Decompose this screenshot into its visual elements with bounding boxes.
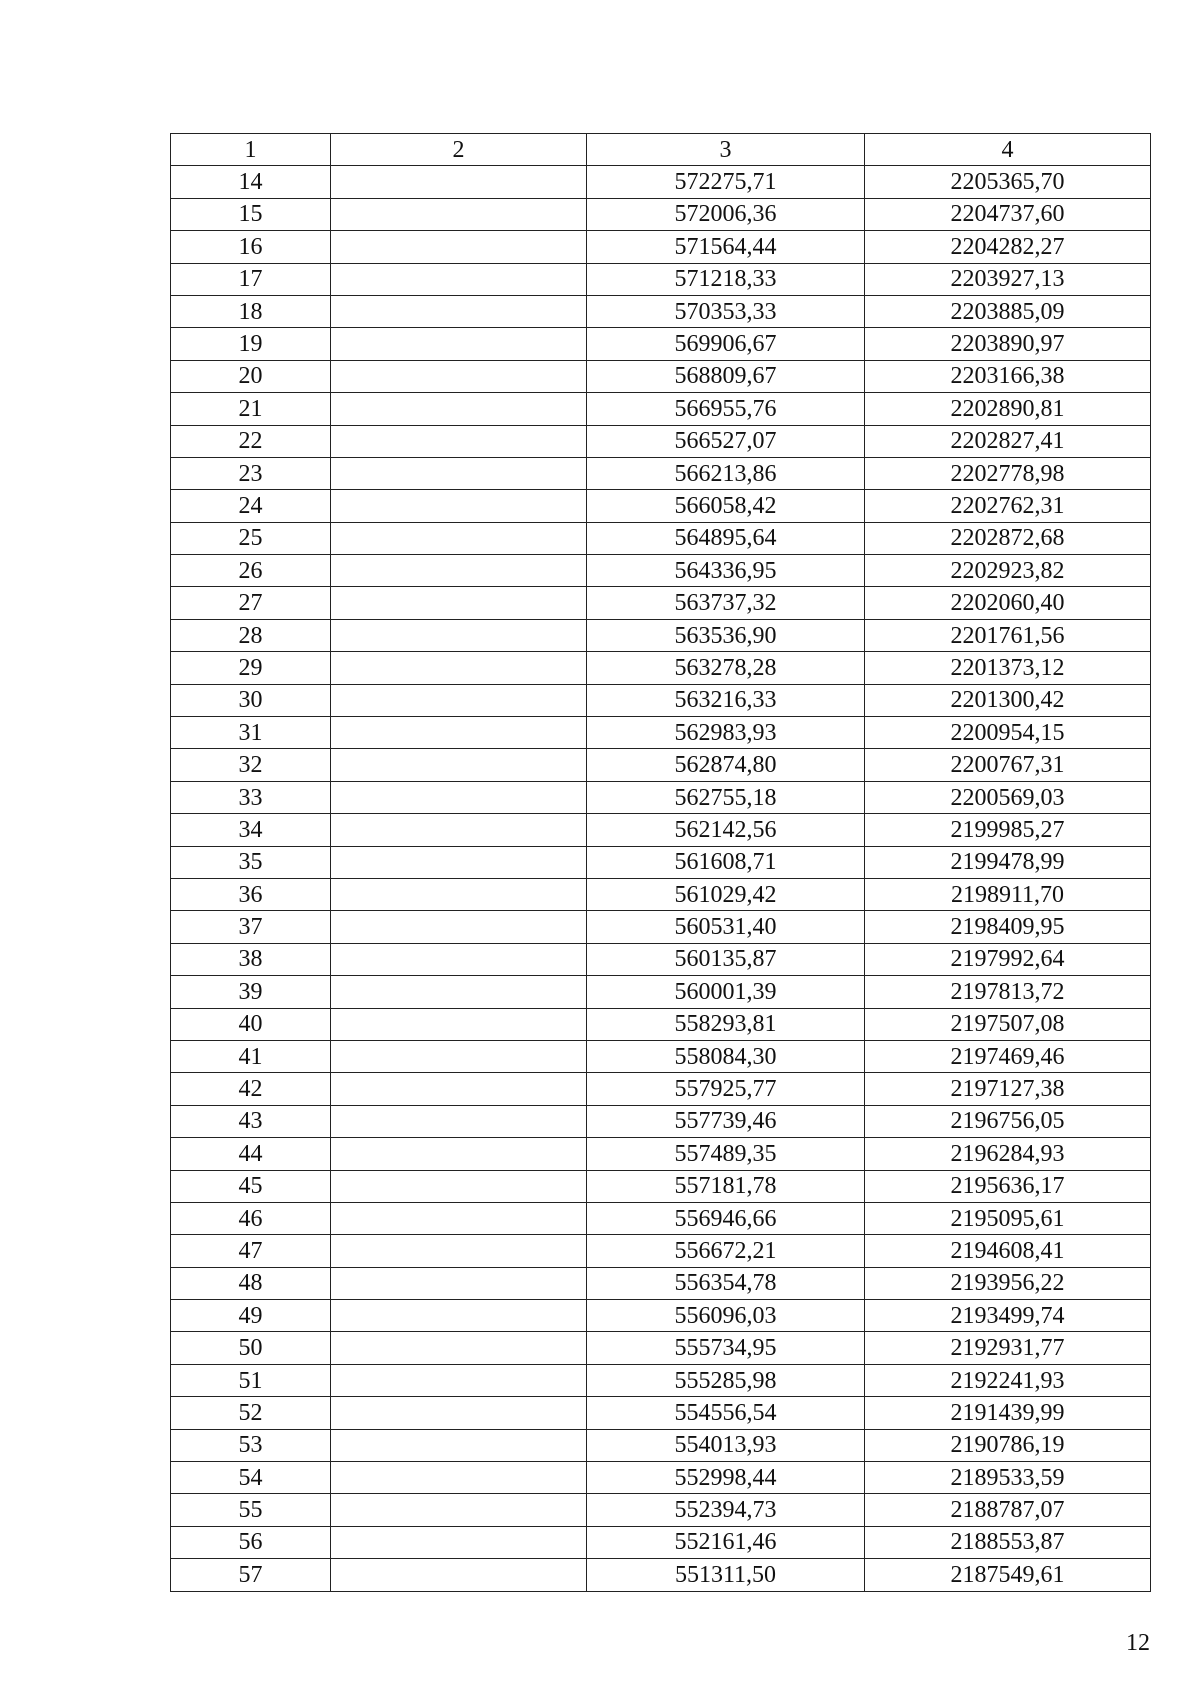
- x-coordinate-cell: 566955,76: [587, 393, 865, 425]
- row-number-cell: 40: [171, 1008, 331, 1040]
- x-coordinate-cell: 563216,33: [587, 684, 865, 716]
- table-row: [171, 846, 1151, 878]
- row-number-cell: 16: [171, 231, 331, 263]
- table-row: [171, 814, 1151, 846]
- name-cell: [331, 1397, 587, 1429]
- table-row: [171, 457, 1151, 489]
- name-cell: [331, 490, 587, 522]
- table-row: [171, 781, 1151, 813]
- row-number-cell: 19: [171, 328, 331, 360]
- x-coordinate-cell: 557489,35: [587, 1138, 865, 1170]
- y-coordinate-cell: 2203885,09: [865, 295, 1151, 327]
- row-number-cell: 26: [171, 555, 331, 587]
- table-row: [171, 425, 1151, 457]
- x-coordinate-cell: 557181,78: [587, 1170, 865, 1202]
- name-cell: [331, 1235, 587, 1267]
- table-row: [171, 684, 1151, 716]
- y-coordinate-cell: 2195095,61: [865, 1202, 1151, 1234]
- row-number-cell: 39: [171, 976, 331, 1008]
- table-row: [171, 1494, 1151, 1526]
- table-row: [171, 555, 1151, 587]
- x-coordinate-cell: 560001,39: [587, 976, 865, 1008]
- x-coordinate-cell: 555734,95: [587, 1332, 865, 1364]
- y-coordinate-cell: 2200767,31: [865, 749, 1151, 781]
- name-cell: [331, 1494, 587, 1526]
- name-cell: [331, 166, 587, 198]
- x-coordinate-cell: 558084,30: [587, 1040, 865, 1072]
- table-row: [171, 328, 1151, 360]
- x-coordinate-cell: 562874,80: [587, 749, 865, 781]
- y-coordinate-cell: 2203890,97: [865, 328, 1151, 360]
- header-col-3: 3: [587, 134, 865, 166]
- x-coordinate-cell: 562983,93: [587, 717, 865, 749]
- table-body: [171, 166, 1151, 1591]
- name-cell: [331, 943, 587, 975]
- row-number-cell: 48: [171, 1267, 331, 1299]
- x-coordinate-cell: 566213,86: [587, 457, 865, 489]
- y-coordinate-cell: 2204737,60: [865, 198, 1151, 230]
- x-coordinate-cell: 572006,36: [587, 198, 865, 230]
- row-number-cell: 49: [171, 1300, 331, 1332]
- name-cell: [331, 976, 587, 1008]
- y-coordinate-cell: 2188787,07: [865, 1494, 1151, 1526]
- row-number-cell: 56: [171, 1526, 331, 1558]
- table-row: [171, 1138, 1151, 1170]
- name-cell: [331, 1429, 587, 1461]
- x-coordinate-cell: 571564,44: [587, 231, 865, 263]
- table-row: [171, 911, 1151, 943]
- x-coordinate-cell: 562142,56: [587, 814, 865, 846]
- name-cell: [331, 555, 587, 587]
- table-row: [171, 1300, 1151, 1332]
- table-header: [171, 134, 1151, 166]
- row-number-cell: 32: [171, 749, 331, 781]
- row-number-cell: 25: [171, 522, 331, 554]
- x-coordinate-cell: 556096,03: [587, 1300, 865, 1332]
- x-coordinate-cell: 570353,33: [587, 295, 865, 327]
- page-number: 12: [1126, 1630, 1150, 1656]
- name-cell: [331, 522, 587, 554]
- row-number-cell: 45: [171, 1170, 331, 1202]
- name-cell: [331, 1559, 587, 1591]
- row-number-cell: 23: [171, 457, 331, 489]
- y-coordinate-cell: 2191439,99: [865, 1397, 1151, 1429]
- row-number-cell: 18: [171, 295, 331, 327]
- table-row: [171, 1040, 1151, 1072]
- table-row: [171, 1008, 1151, 1040]
- y-coordinate-cell: 2193956,22: [865, 1267, 1151, 1299]
- table-row: [171, 976, 1151, 1008]
- x-coordinate-cell: 566527,07: [587, 425, 865, 457]
- name-cell: [331, 1267, 587, 1299]
- row-number-cell: 22: [171, 425, 331, 457]
- name-cell: [331, 231, 587, 263]
- name-cell: [331, 1202, 587, 1234]
- y-coordinate-cell: 2196284,93: [865, 1138, 1151, 1170]
- x-coordinate-cell: 556672,21: [587, 1235, 865, 1267]
- name-cell: [331, 1170, 587, 1202]
- row-number-cell: 21: [171, 393, 331, 425]
- table-row: [171, 166, 1151, 198]
- row-number-cell: 35: [171, 846, 331, 878]
- row-number-cell: 57: [171, 1559, 331, 1591]
- row-number-cell: 33: [171, 781, 331, 813]
- x-coordinate-cell: 560135,87: [587, 943, 865, 975]
- name-cell: [331, 1040, 587, 1072]
- table-row: [171, 1462, 1151, 1494]
- x-coordinate-cell: 555285,98: [587, 1364, 865, 1396]
- x-coordinate-cell: 561029,42: [587, 878, 865, 910]
- name-cell: [331, 911, 587, 943]
- name-cell: [331, 878, 587, 910]
- table-row: [171, 1073, 1151, 1105]
- table-row: [171, 263, 1151, 295]
- y-coordinate-cell: 2192241,93: [865, 1364, 1151, 1396]
- y-coordinate-cell: 2187549,61: [865, 1559, 1151, 1591]
- y-coordinate-cell: 2201300,42: [865, 684, 1151, 716]
- y-coordinate-cell: 2200569,03: [865, 781, 1151, 813]
- row-number-cell: 14: [171, 166, 331, 198]
- row-number-cell: 44: [171, 1138, 331, 1170]
- y-coordinate-cell: 2202060,40: [865, 587, 1151, 619]
- row-number-cell: 50: [171, 1332, 331, 1364]
- table-row: [171, 295, 1151, 327]
- x-coordinate-cell: 571218,33: [587, 263, 865, 295]
- coordinates-table: [170, 133, 1151, 1592]
- row-number-cell: 31: [171, 717, 331, 749]
- table-row: [171, 1267, 1151, 1299]
- y-coordinate-cell: 2192931,77: [865, 1332, 1151, 1364]
- y-coordinate-cell: 2195636,17: [865, 1170, 1151, 1202]
- x-coordinate-cell: 563737,32: [587, 587, 865, 619]
- row-number-cell: 30: [171, 684, 331, 716]
- name-cell: [331, 717, 587, 749]
- y-coordinate-cell: 2204282,27: [865, 231, 1151, 263]
- x-coordinate-cell: 552394,73: [587, 1494, 865, 1526]
- table-row: [171, 1170, 1151, 1202]
- table-row: [171, 749, 1151, 781]
- header-col-1: 1: [171, 134, 331, 166]
- y-coordinate-cell: 2202778,98: [865, 457, 1151, 489]
- y-coordinate-cell: 2199985,27: [865, 814, 1151, 846]
- y-coordinate-cell: 2188553,87: [865, 1526, 1151, 1558]
- table-row: [171, 490, 1151, 522]
- row-number-cell: 29: [171, 652, 331, 684]
- x-coordinate-cell: 564336,95: [587, 555, 865, 587]
- row-number-cell: 41: [171, 1040, 331, 1072]
- y-coordinate-cell: 2203927,13: [865, 263, 1151, 295]
- x-coordinate-cell: 569906,67: [587, 328, 865, 360]
- y-coordinate-cell: 2202872,68: [865, 522, 1151, 554]
- row-number-cell: 55: [171, 1494, 331, 1526]
- name-cell: [331, 749, 587, 781]
- y-coordinate-cell: 2197469,46: [865, 1040, 1151, 1072]
- row-number-cell: 46: [171, 1202, 331, 1234]
- table-row: [171, 360, 1151, 392]
- x-coordinate-cell: 572275,71: [587, 166, 865, 198]
- x-coordinate-cell: 561608,71: [587, 846, 865, 878]
- x-coordinate-cell: 556946,66: [587, 1202, 865, 1234]
- name-cell: [331, 393, 587, 425]
- x-coordinate-cell: 557739,46: [587, 1105, 865, 1137]
- row-number-cell: 27: [171, 587, 331, 619]
- name-cell: [331, 684, 587, 716]
- y-coordinate-cell: 2194608,41: [865, 1235, 1151, 1267]
- x-coordinate-cell: 566058,42: [587, 490, 865, 522]
- name-cell: [331, 1526, 587, 1558]
- table-row: [171, 1526, 1151, 1558]
- row-number-cell: 34: [171, 814, 331, 846]
- x-coordinate-cell: 552998,44: [587, 1462, 865, 1494]
- row-number-cell: 17: [171, 263, 331, 295]
- table-row: [171, 1105, 1151, 1137]
- y-coordinate-cell: 2201373,12: [865, 652, 1151, 684]
- x-coordinate-cell: 551311,50: [587, 1559, 865, 1591]
- name-cell: [331, 1105, 587, 1137]
- y-coordinate-cell: 2203166,38: [865, 360, 1151, 392]
- row-number-cell: 43: [171, 1105, 331, 1137]
- header-col-2: 2: [331, 134, 587, 166]
- name-cell: [331, 1300, 587, 1332]
- name-cell: [331, 619, 587, 651]
- row-number-cell: 52: [171, 1397, 331, 1429]
- name-cell: [331, 1462, 587, 1494]
- table-row: [171, 1364, 1151, 1396]
- x-coordinate-cell: 564895,64: [587, 522, 865, 554]
- row-number-cell: 20: [171, 360, 331, 392]
- y-coordinate-cell: 2198911,70: [865, 878, 1151, 910]
- table-row: [171, 878, 1151, 910]
- name-cell: [331, 198, 587, 230]
- y-coordinate-cell: 2189533,59: [865, 1462, 1151, 1494]
- x-coordinate-cell: 554556,54: [587, 1397, 865, 1429]
- x-coordinate-cell: 563278,28: [587, 652, 865, 684]
- row-number-cell: 36: [171, 878, 331, 910]
- row-number-cell: 38: [171, 943, 331, 975]
- row-number-cell: 54: [171, 1462, 331, 1494]
- x-coordinate-cell: 557925,77: [587, 1073, 865, 1105]
- name-cell: [331, 1008, 587, 1040]
- y-coordinate-cell: 2202890,81: [865, 393, 1151, 425]
- name-cell: [331, 1332, 587, 1364]
- row-number-cell: 37: [171, 911, 331, 943]
- y-coordinate-cell: 2190786,19: [865, 1429, 1151, 1461]
- row-number-cell: 15: [171, 198, 331, 230]
- name-cell: [331, 1138, 587, 1170]
- name-cell: [331, 263, 587, 295]
- x-coordinate-cell: 554013,93: [587, 1429, 865, 1461]
- x-coordinate-cell: 563536,90: [587, 619, 865, 651]
- table-row: [171, 1559, 1151, 1591]
- name-cell: [331, 360, 587, 392]
- row-number-cell: 53: [171, 1429, 331, 1461]
- name-cell: [331, 295, 587, 327]
- y-coordinate-cell: 2202923,82: [865, 555, 1151, 587]
- y-coordinate-cell: 2200954,15: [865, 717, 1151, 749]
- table-row: [171, 717, 1151, 749]
- y-coordinate-cell: 2201761,56: [865, 619, 1151, 651]
- y-coordinate-cell: 2199478,99: [865, 846, 1151, 878]
- table-row: [171, 522, 1151, 554]
- y-coordinate-cell: 2193499,74: [865, 1300, 1151, 1332]
- y-coordinate-cell: 2202762,31: [865, 490, 1151, 522]
- table-row: [171, 198, 1151, 230]
- table-row: [171, 587, 1151, 619]
- table-row: [171, 1202, 1151, 1234]
- table-row: [171, 1397, 1151, 1429]
- name-cell: [331, 328, 587, 360]
- y-coordinate-cell: 2197127,38: [865, 1073, 1151, 1105]
- x-coordinate-cell: 552161,46: [587, 1526, 865, 1558]
- x-coordinate-cell: 560531,40: [587, 911, 865, 943]
- row-number-cell: 42: [171, 1073, 331, 1105]
- name-cell: [331, 781, 587, 813]
- y-coordinate-cell: 2198409,95: [865, 911, 1151, 943]
- name-cell: [331, 1073, 587, 1105]
- row-number-cell: 47: [171, 1235, 331, 1267]
- name-cell: [331, 425, 587, 457]
- y-coordinate-cell: 2197813,72: [865, 976, 1151, 1008]
- y-coordinate-cell: 2196756,05: [865, 1105, 1151, 1137]
- x-coordinate-cell: 556354,78: [587, 1267, 865, 1299]
- name-cell: [331, 587, 587, 619]
- header-row: [171, 134, 1151, 166]
- row-number-cell: 24: [171, 490, 331, 522]
- table-row: [171, 943, 1151, 975]
- table-row: [171, 1332, 1151, 1364]
- name-cell: [331, 652, 587, 684]
- x-coordinate-cell: 562755,18: [587, 781, 865, 813]
- header-col-4: 4: [865, 134, 1151, 166]
- table-row: [171, 1235, 1151, 1267]
- y-coordinate-cell: 2197992,64: [865, 943, 1151, 975]
- row-number-cell: 51: [171, 1364, 331, 1396]
- name-cell: [331, 457, 587, 489]
- y-coordinate-cell: 2197507,08: [865, 1008, 1151, 1040]
- y-coordinate-cell: 2205365,70: [865, 166, 1151, 198]
- x-coordinate-cell: 568809,67: [587, 360, 865, 392]
- x-coordinate-cell: 558293,81: [587, 1008, 865, 1040]
- table-row: [171, 231, 1151, 263]
- name-cell: [331, 814, 587, 846]
- table-row: [171, 652, 1151, 684]
- table-row: [171, 619, 1151, 651]
- y-coordinate-cell: 2202827,41: [865, 425, 1151, 457]
- name-cell: [331, 846, 587, 878]
- table-row: [171, 393, 1151, 425]
- table-row: [171, 1429, 1151, 1461]
- row-number-cell: 28: [171, 619, 331, 651]
- name-cell: [331, 1364, 587, 1396]
